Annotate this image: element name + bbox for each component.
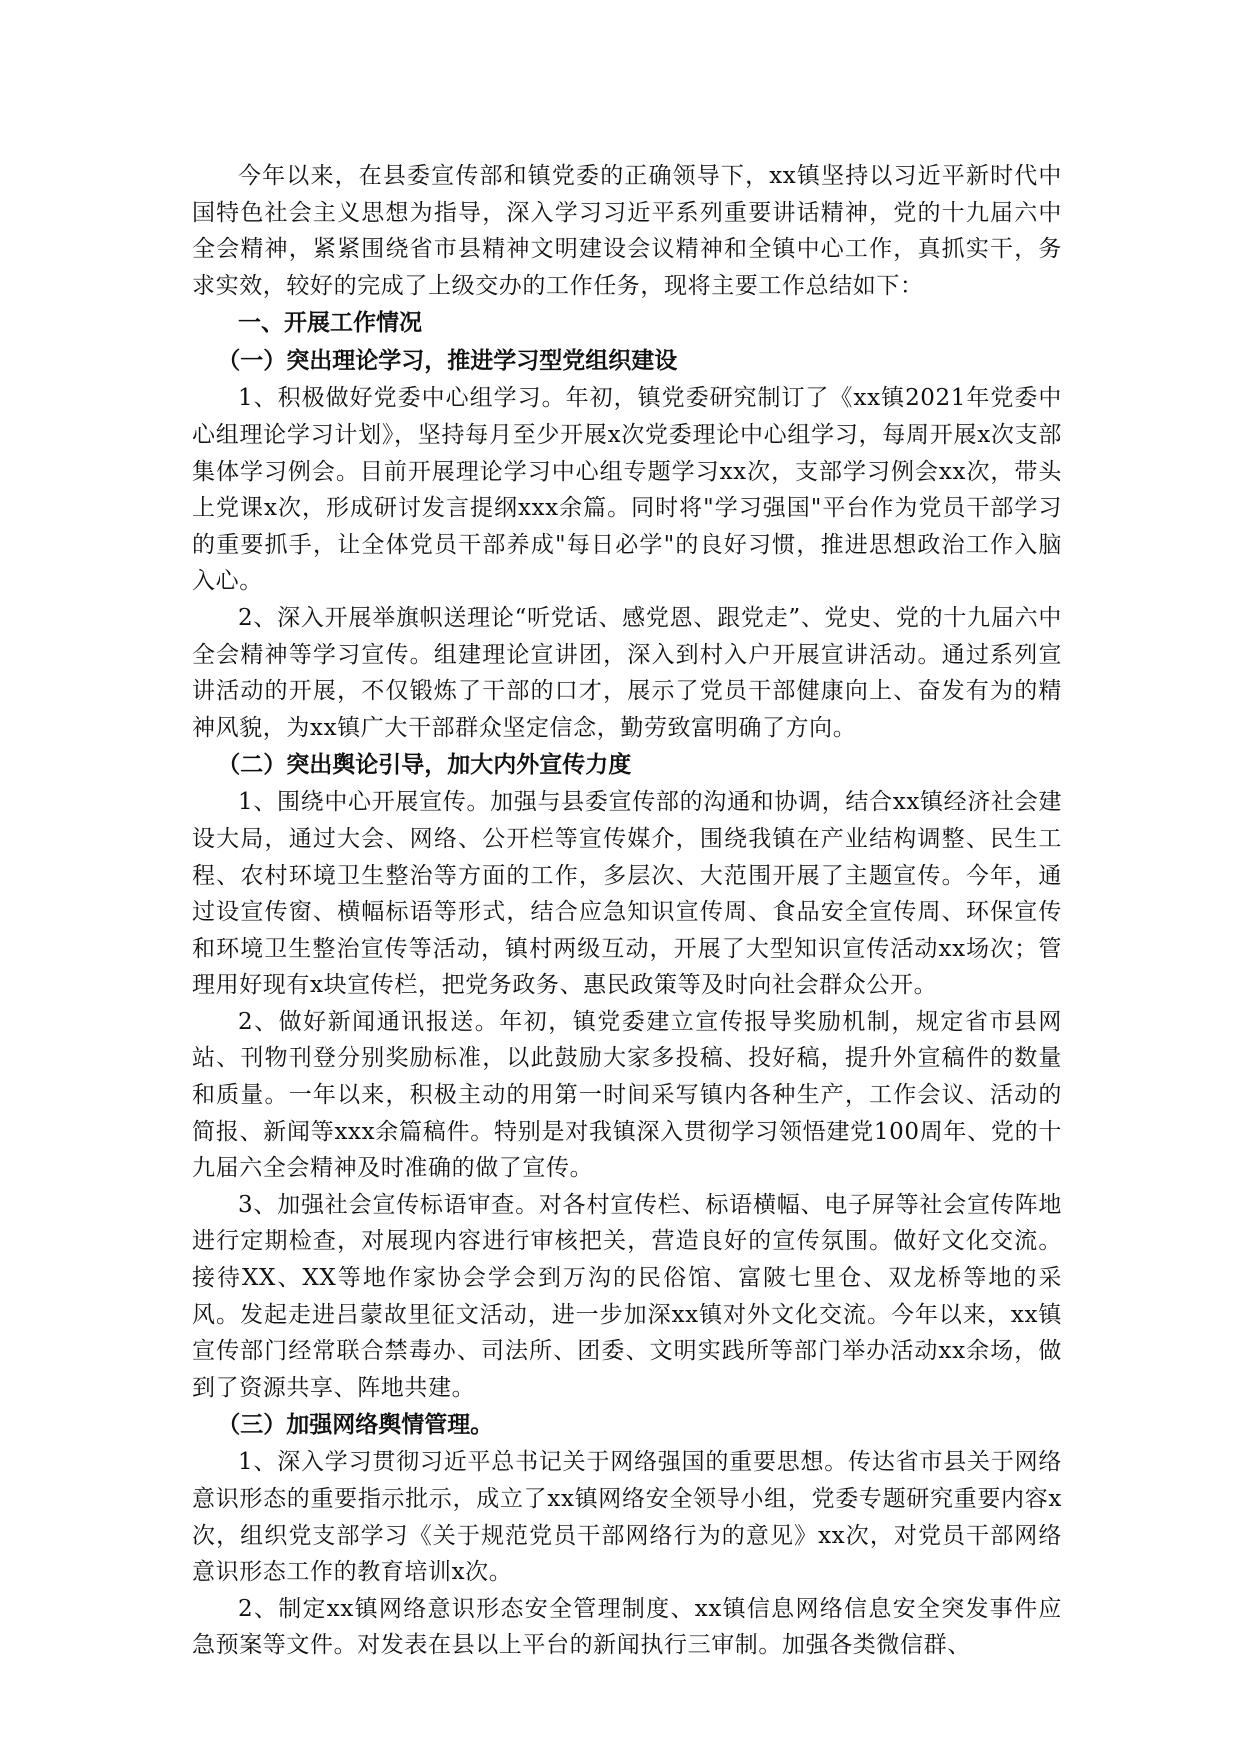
- paragraph-party-committee-study: 1、积极做好党委中心组学习。年初，镇党委研究制订了《xx镇2021年党委中心组理论学习计划》，坚持每月至少开展x次党委理论中心组学习，每周开展x次支部集体学习例会。目前开展理论学习中心组专题学习xx次，支部学习例会xx次，带头上党课x次，形成研讨发言提纲xxx余篇。同时将"学习强国"平台作为党员干部学习的重要抓手，让全体党员干部养成"每日必学"的良好习惯，推进思想政治工作入脑入心。: [192, 385, 1062, 595]
- paragraph-network-study: 1、深入学习贯彻习近平总书记关于网络强国的重要思想。传达省市县关于网络意识形态的重要指示批示，成立了xx镇网络安全领导小组，党委专题研究重要内容x次，组织党支部学习《关于规范党员干部网络行为的意见》xx次，对党员干部网络意识形态工作的教育培训x次。: [192, 1449, 1062, 1586]
- paragraph-central-propaganda: 1、围绕中心开展宣传。加强与县委宣传部的沟通和协调，结合xx镇经济社会建设大局，通过大会、网络、公开栏等宣传媒介，围绕我镇在产业结构调整、民生工程、农村环境卫生整治等方面的工作，多层次、大范围开展了主题宣传。今年，通过设宣传窗、横幅标语等形式，结合应急知识宣传周、食品安全宣传周、环保宣传和环境卫生整治宣传等活动，镇村两级互动，开展了大型知识宣传活动xx场次；管理用好现有x块宣传栏，把党务政务、惠民政策等及时向社会群众公开。: [192, 789, 1062, 999]
- intro-paragraph: 今年以来，在县委宣传部和镇党委的正确领导下，xx镇坚持以习近平新时代中国特色社会主义思想为指导，深入学习习近平系列重要讲话精神，党的十九届六中全会精神，紧紧围绕省市县精神文明建设会议精神和全镇中心工作，真抓实干，务求实效，较好的完成了上级交办的工作任务，现将主要工作总结如下：: [192, 163, 1062, 299]
- paragraph-news-reporting: 2、做好新闻通讯报送。年初，镇党委建立宣传报导奖励机制，规定省市县网站、刊物刊登分别奖励标准，以此鼓励大家多投稿、投好稿，提升外宣稿件的数量和质量。一年以来，积极主动的用第一时间采写镇内各种生产，工作会议、活动的简报、新闻等xxx余篇稿件。特别是对我镇深入贯彻学习领悟建党100周年、党的十九届六全会精神及时准确的做了宣传。: [192, 1008, 1062, 1182]
- paragraph-theory-propaganda: 2、深入开展举旗帜送理论“听党话、感党恩、跟党走”、党史、党的十九届六中全会精神等学习宣传。组建理论宣讲团，深入到村入户开展宣讲活动。通过系列宣讲活动的开展，不仅锻炼了干部的口才，展示了党员干部健康向上、奋发有为的精神风貌，为xx镇广大干部群众坚定信念，勤劳致富明确了方向。: [192, 604, 1062, 741]
- document-page: [192, 158, 1062, 1664]
- subsection-heading-public-opinion: （二）突出舆论引导，加大内外宣传力度: [217, 752, 632, 779]
- subsection-heading-network-opinion: （三）加强网络舆情管理。: [217, 1412, 494, 1439]
- paragraph-slogan-review: 3、加强社会宣传标语审查。对各村宣传栏、标语横幅、电子屏等社会宣传阵地进行定期检查，对展现内容进行审核把关，营造良好的宣传氛围。做好文化交流。接待XX、XX等地作家协会学会到万沟的民俗馆、富陂七里仓、双龙桥等地的采风。发起走进吕蒙故里征文活动，进一步加深xx镇对外文化交流。今年以来，xx镇宣传部门经常联合禁毒办、司法所、团委、文明实践所等部门举办活动xx余场，做到了资源共享、阵地共建。: [192, 1191, 1062, 1401]
- paragraph-network-security-rules: 2、制定xx镇网络意识形态安全管理制度、xx镇信息网络信息安全突发事件应急预案等文件。对发表在县以上平台的新闻执行三审制。加强各类微信群、: [192, 1595, 1062, 1659]
- subsection-heading-theory-study: （一）突出理论学习，推进学习型党组织建设: [217, 348, 678, 375]
- section-heading-work-status: 一、开展工作情况: [238, 310, 422, 337]
